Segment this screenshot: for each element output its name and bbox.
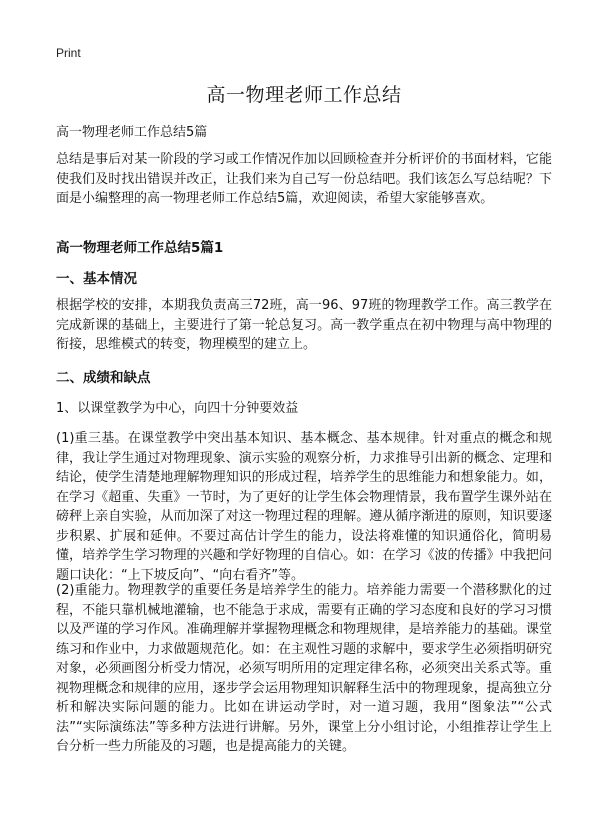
intro-paragraph: 总结是事后对某一阶段的学习或工作情况作加以回顾检查并分析评价的书面材料，它能使我们及时找出错误并改正，让我们来为自己写一份总结吧。我们该怎么写总结呢？下面是小编整理的高一物理老师工作总结5篇，欢迎阅读，希望大家能够喜欢。 [56, 152, 552, 206]
section-title: 高一物理老师工作总结5篇1 [56, 240, 224, 256]
heading-basic-situation: 一、基本情况 [56, 271, 137, 287]
paragraph-ability: (2)重能力。物理教学的重要任务是培养学生的能力。培养能力需要一个潜移默化的过程，不能只靠机械地灌输，也不能急于求成，需要有正确的学习态度和良好的学习习惯以及严谨的学习作风。准确理解并掌握物理概念和物理规律，是培养能力的基础。课堂练习和作业中，力求做题规范化。如：在主观性习题的求解中，要求学生必须指明研究对象，必须画图分析受力情况，必须写明所用的定理定律名称，必须突出关系式等。重视物理概念和规律的应用，逐步学会运用物理知识解释生活中的物理现象，提高独立分析和解决实际问题的能力。比如在讲运动学时，对一道习题，我用“图象法”“公式法”“实际演练法”等多种方法进行讲解。另外，课堂上分小组讨论，小组推荐让学生上台分析一些力所能及的习题，也是提高能力的关键。 [56, 583, 552, 754]
point-1: 1、以课堂教学为中心，向四十分钟要效益 [56, 401, 299, 416]
basic-situation-paragraph: 根据学校的安排，本期我负责高三72班，高一96、97班的物理教学工作。高三教学在完成新课的基础上，主要进行了第一轮总复习。高一教学重点在初中物理与高中物理的衔接，思维模式的转变，物理模型的建立上。 [56, 298, 552, 352]
document-subtitle: 高一物理老师工作总结5篇 [56, 125, 208, 140]
heading-achievements: 二、成绩和缺点 [56, 370, 151, 386]
paragraph-three-basics: (1)重三基。在课堂教学中突出基本知识、基本概念、基本规律。针对重点的概念和规律，我让学生通过对物理现象、演示实验的观察分析，力求推导引出新的概念、定理和结论，使学生清楚地理解物理知识的形成过程，培养学生的思维能力和想象能力。如，在学习《超重、失重》一节时，为了更好的让学生体会物理情景，我布置学生课外站在磅秤上亲自实验，从而加深了对这一物理过程的理解。遵从循序渐进的原则，知识要逐步积累、扩展和延伸。不要过高估计学生的能力，设法将难懂的知识通俗化，简明易懂，培养学生学习物理的兴趣和学好物理的自信心。如：在学习《波的传播》中我把问题口诀化：“上下坡反向”、“向右看齐”等。 [56, 431, 552, 583]
print-label[interactable]: Print [56, 46, 81, 60]
document-title: 高一物理老师工作总结 [206, 84, 402, 106]
